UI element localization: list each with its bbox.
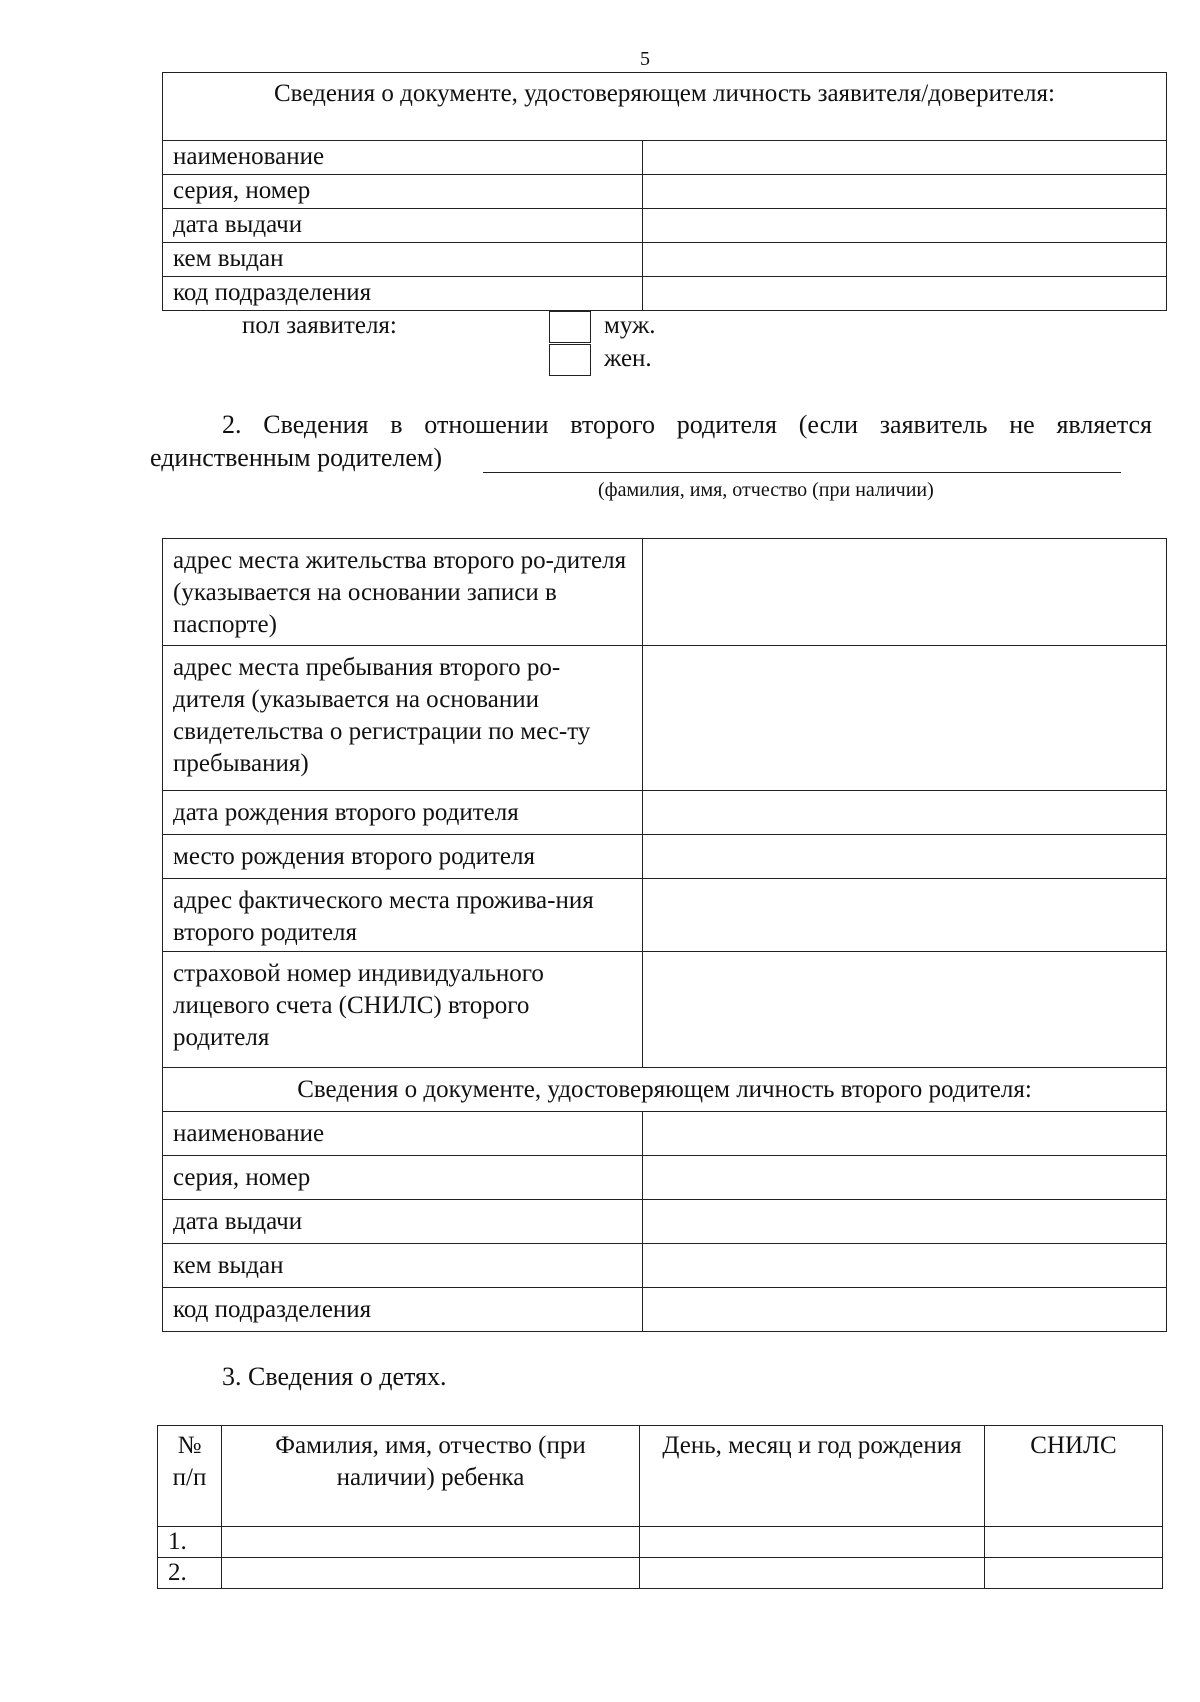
field-label: кем выдан: [163, 1244, 643, 1288]
field-label: страховой номер индивидуального лицевого счета (СНИЛС) второго родителя: [163, 952, 643, 1068]
name-field[interactable]: [643, 1112, 1167, 1156]
section3-heading: 3. Сведения о детях.: [222, 1362, 447, 1391]
stay-address-field[interactable]: [643, 646, 1167, 791]
male-label: муж.: [604, 312, 656, 339]
table-row: [158, 1558, 1163, 1589]
table-row: [163, 646, 1167, 791]
name-hint: (фамилия, имя, отчество (при наличии): [598, 479, 934, 501]
column-header-number: № п/п: [158, 1426, 222, 1527]
child-snils-field[interactable]: [985, 1527, 1163, 1558]
gender-label: пол заявителя:: [242, 312, 397, 339]
division-code-field[interactable]: [643, 1288, 1167, 1332]
applicant-document-heading: Сведения о документе, удостоверяющем личность заявителя/доверителя:: [163, 73, 1167, 141]
table-row: [163, 209, 1167, 243]
column-header-snils: СНИЛС: [985, 1426, 1163, 1527]
field-label: код подразделения: [163, 1288, 643, 1332]
field-label: серия, номер: [163, 1156, 643, 1200]
issued-by-field[interactable]: [643, 243, 1167, 277]
table-row: [163, 791, 1167, 835]
field-label: код подразделения: [163, 277, 643, 311]
second-parent-table: [162, 538, 1167, 1332]
field-label: дата выдачи: [163, 1200, 643, 1244]
female-checkbox[interactable]: [549, 344, 591, 376]
child-name-field[interactable]: [222, 1558, 640, 1589]
page-number: 5: [640, 48, 650, 70]
field-label: адрес места жительства второго ро-дителя (указывается на основании записи в паспорте): [163, 539, 643, 646]
row-number: 2.: [158, 1558, 222, 1589]
table-row: [163, 141, 1167, 175]
table-row: [163, 1200, 1167, 1244]
table-row: [158, 1527, 1163, 1558]
issued-by-field[interactable]: [643, 1244, 1167, 1288]
field-label: наименование: [163, 1112, 643, 1156]
issue-date-field[interactable]: [643, 209, 1167, 243]
child-name-field[interactable]: [222, 1527, 640, 1558]
children-table: [157, 1425, 1163, 1589]
table-row: [163, 1288, 1167, 1332]
table-row: [163, 539, 1167, 646]
table-row: [163, 1112, 1167, 1156]
row-number: 1.: [158, 1527, 222, 1558]
residence-address-field[interactable]: [643, 539, 1167, 646]
actual-address-field[interactable]: [643, 879, 1167, 952]
male-checkbox[interactable]: [549, 311, 591, 343]
second-parent-name-field[interactable]: [483, 472, 1121, 473]
division-code-field[interactable]: [643, 277, 1167, 311]
snils-field[interactable]: [643, 952, 1167, 1068]
name-field[interactable]: [643, 141, 1167, 175]
table-row: [163, 175, 1167, 209]
female-label: жен.: [604, 345, 652, 372]
field-label: адрес фактического места прожива-ния второго родителя: [163, 879, 643, 952]
column-header-birthdate: День, месяц и год рождения: [640, 1426, 985, 1527]
applicant-document-table: [162, 72, 1167, 311]
child-snils-field[interactable]: [985, 1558, 1163, 1589]
birth-date-field[interactable]: [643, 791, 1167, 835]
field-label: место рождения второго родителя: [163, 835, 643, 879]
field-label: наименование: [163, 141, 643, 175]
table-row: [163, 1156, 1167, 1200]
field-label: кем выдан: [163, 243, 643, 277]
table-row: [163, 835, 1167, 879]
field-label: адрес места пребывания второго ро-дителя (указывается на основании свидетельства о регистрации по мес-ту пребывания): [163, 646, 643, 791]
second-parent-document-heading: Сведения о документе, удостоверяющем личность второго родителя:: [163, 1068, 1167, 1112]
field-label: серия, номер: [163, 175, 643, 209]
section2-heading: 2. Сведения в отношении второго родителя (если заявитель не является: [222, 410, 1152, 439]
table-row: [163, 277, 1167, 311]
issue-date-field[interactable]: [643, 1200, 1167, 1244]
field-label: дата рождения второго родителя: [163, 791, 643, 835]
series-number-field[interactable]: [643, 175, 1167, 209]
series-number-field[interactable]: [643, 1156, 1167, 1200]
table-row: [163, 1244, 1167, 1288]
field-label: дата выдачи: [163, 209, 643, 243]
child-birthdate-field[interactable]: [640, 1527, 985, 1558]
birth-place-field[interactable]: [643, 835, 1167, 879]
table-row: [163, 952, 1167, 1068]
child-birthdate-field[interactable]: [640, 1558, 985, 1589]
column-header-name: Фамилия, имя, отчество (при наличии) ребенка: [222, 1426, 640, 1527]
table-row: [163, 879, 1167, 952]
table-row: [163, 243, 1167, 277]
section2-heading-cont: единственным родителем): [150, 443, 442, 472]
